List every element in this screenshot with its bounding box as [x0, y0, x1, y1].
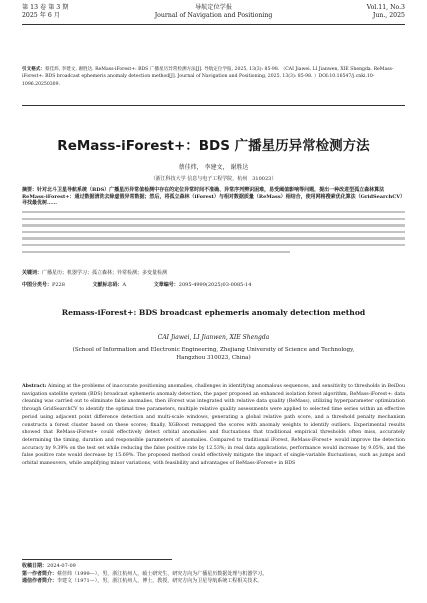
citation-text: 蔡佳炜, 李建文, 谢胜达. ReMass-iForest+: BDS 广播星历异常检测方法[J]. 导航定位学报, 2025, 13(3): 85-98. （CAI Jiawei, LI Jianwen, XIE Shengda. ReMass-iForest+: BDS broadcast ephemeris anomaly detection method[J]. Journal of Navigation and Positioning, 2025, 13(3): 85-98. ）DOI:10.16547/j.cnki.10-1096.20250309.	[22, 67, 394, 87]
keywords-cn	[22, 269, 405, 276]
journal-header	[0, 0, 427, 24]
keywords-label: 关键词：	[22, 270, 43, 276]
article-meta	[22, 281, 405, 288]
received-label: 收稿日期：	[22, 563, 48, 569]
abstract-cn-line	[22, 218, 405, 220]
first-author-label: 第一作者简介：	[22, 570, 58, 577]
issue-volume-en: Vol.11, No.3	[366, 4, 405, 11]
abstract-cn-line	[22, 251, 290, 253]
citation-rule	[22, 105, 405, 106]
abstract-cn-line	[22, 224, 405, 226]
article-number	[154, 281, 252, 288]
issue-date-en: Jun., 2025	[372, 12, 405, 19]
journal-name-cn: 导航定位学报	[194, 4, 233, 11]
abstract-en-label: Abstract:	[22, 384, 47, 389]
paper-title-cn: ReMass-iForest+：BDS 广播星历异常检测方法	[57, 138, 370, 154]
paper-title-en: Remass-iForest+: BDS broadcast ephemeris anomaly detection method	[61, 308, 366, 317]
abstract-cn-line	[22, 237, 405, 239]
abstract-cn-lead: 摘要：针对北斗卫星导航系统（BDS）广播星历异常值检测中存在的定位异常时间不准确、异常序列辨识困难，易受阈值影响等问题，提出一种改进型孤立森林算法 ReMass-iForest+：通过数据清洗去除虚假异常数据；然后，将孤立森林（iForest）与相对数据质量（ReMass）相结合，使用网格搜索优化算法（GridSearchCV）寻找最优树……	[22, 187, 403, 207]
affiliation-en-line1: (School of Information and Electronic Engineering, Zhejiang University of Science and Technology,	[72, 347, 355, 353]
received-value: 2024-07-09	[47, 563, 76, 569]
art-label: 文章编号：	[153, 282, 179, 288]
citation-label: 引文格式：	[22, 67, 45, 72]
header-rule	[22, 24, 405, 25]
first-author-text: 蔡佳炜（1999—），男，浙江杭州人，硕士研究生，研究方向为广播星历数据处理与机器学习。	[57, 570, 268, 577]
abstract-cn-line	[22, 231, 405, 233]
corr-author-label: 通信作者简介：	[22, 578, 58, 584]
clc-label: 中图分类号：	[22, 282, 53, 288]
abstract-cn-line	[22, 211, 405, 213]
affiliation-en-line2: Hangzhou 310023, China)	[176, 354, 251, 361]
abstract-en-text: Aiming at the problems of inaccurate positioning anomalies, challenges in identifying anomalous sequences, and sensitivity to thresholds in BeiDou navigation satellite system (BDS) broadcast ephemeris anomaly detection, the paper proposed an enhanced isolation forest algorithm, ReMass-iForest+: data cleaning was carried out to eliminate false anomalies, then iForest was integrated with relative data quality (ReMass), utilizing hyperparameter optimization through GridSearchCV to identify the optimal tree parameters, multiple relative quality assessments were applied to selected time series within an effective period using adjacent point difference detection and multi-scale windows, generating a global relative path score, and a threshold penalty mechanism constructs a forest cluster based on these scores; finally, XGBoost remapped the scores with anomaly weights to identify outliers. Experimental results showed that ReMass-iForest+ could effectively detect orbital anomalies and fluctuations that traditional empirical thresholds often miss, accurately determining the timing, duration and responsible parameters of anomalies. Compared to traditional iForest, ReMass-iForest+ would improve the detection accuracy by 9.39% on the test set while reducing the false positive rate by 12.53%; in real data applications, performance would increase by 9.05%, and the false positive rate would decrease by 15.69%. The proposed method could effectively mitigate the impact of single-variable fluctuations, such as jumps and orbital maneuvers, while amplifying minor variations, with feasibility and advantages of ReMass-iForest+ in BDS	[22, 384, 405, 467]
issue-date: 2025 年 6 月	[22, 12, 60, 19]
first-author	[22, 571, 405, 579]
journal-name-en: Journal of Navigation and Positioning	[154, 12, 273, 19]
authors-cn: 蔡佳炜， 李建文， 谢胜达	[178, 164, 249, 171]
corresponding-author	[22, 578, 405, 586]
clc-number	[22, 281, 65, 288]
received-date	[22, 563, 405, 571]
doc-code	[93, 281, 127, 288]
keywords-text: 广播星历；机器学习；孤立森林；异常检测；多变量检测	[42, 270, 168, 276]
abstract-cn-line	[22, 244, 405, 246]
affiliation-en	[0, 347, 427, 362]
corr-author-text: 李建文（1971—），男，浙江杭州人，博士，教授，研究方向为卫星导航系统工程相关技术。	[57, 578, 263, 584]
issue-volume: 第 13 卷 第 3 期	[22, 4, 69, 11]
abstract-en	[22, 383, 405, 468]
footnotes	[22, 563, 405, 586]
abstract-cn	[22, 187, 405, 253]
issue-info-en	[367, 4, 405, 20]
doc-value: A	[122, 282, 127, 288]
clc-value: P228	[52, 282, 65, 288]
journal-name	[0, 4, 427, 20]
doc-label: 文献标志码：	[92, 282, 123, 288]
art-value: 2095-4999(2025)03-0085-14	[178, 282, 252, 288]
citation-format	[22, 66, 405, 88]
footnote-rule	[22, 559, 172, 560]
authors-en: CAI Jiawei, LI Jianwen, XIE Shengda	[157, 334, 270, 341]
affiliation-cn: （浙江科技大学 信息与电子工程学院，杭州 310023）	[150, 176, 277, 182]
